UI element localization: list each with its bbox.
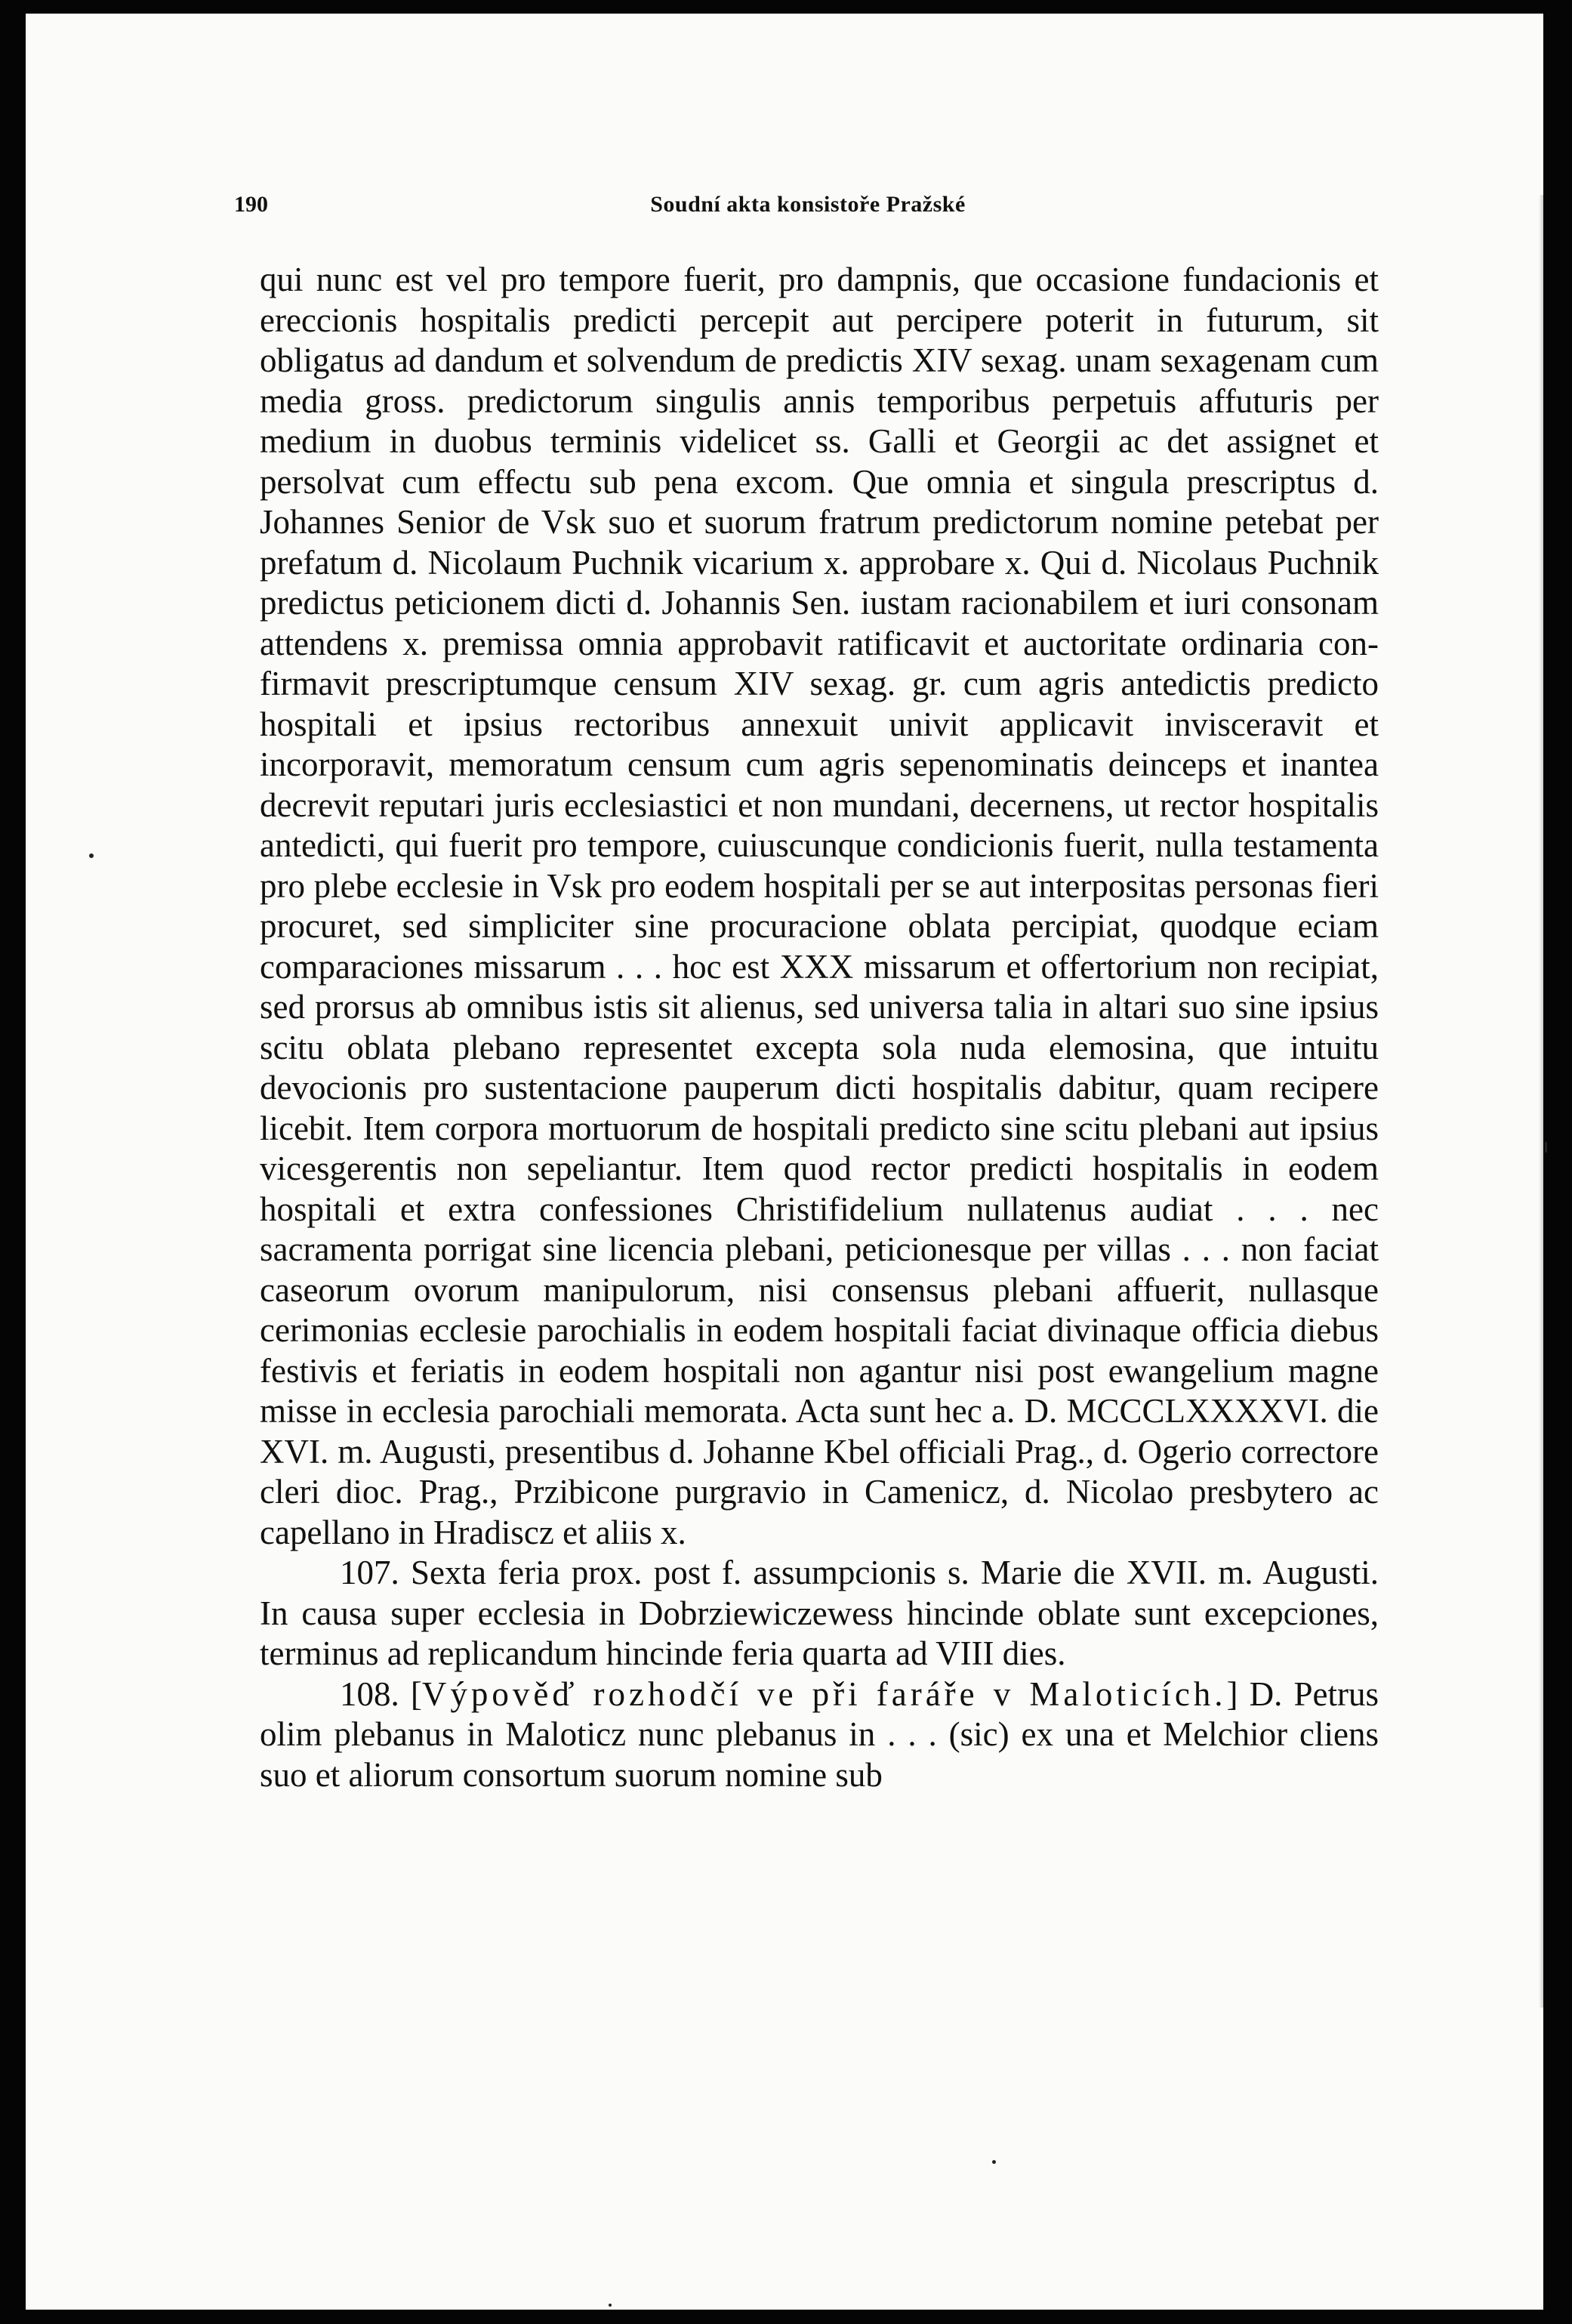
page-number: 190 (234, 192, 268, 217)
entry-text-108: ] D. Petrus olim plebanus in Maloticz nunc plebanus in . . . (sic) ex una et Melchior cliens suo et aliorum consortum suorum nomine sub (260, 1674, 1379, 1794)
entry-heading-108: Výpověď rozhodčí ve při faráře v Maloticích. (421, 1674, 1227, 1713)
body-text (260, 260, 1379, 1795)
scan-speck (609, 2304, 612, 2307)
paragraph-entry-106-end: qui nunc est vel pro tempore fuerit, pro dampnis, que occasione fundacionis et ereccionis hospitalis predicti percepit aut percipere poterit in futurum, sit obligatus ad dandum et solvendum de predictis XIV sexag. unam sexagenam cum media gross. predictorum singulis annis temporibus perpetuis affuturis per medium in duobus terminis videlicet ss. Galli et Georgii ac det assignet et persolvat cum effectu sub pena excom. Que omnia et singula prescriptus d. Johannes Senior de Vsk suo et suorum fratrum predictorum nomine petebat per prefatum d. Nicolaum Puchnik vicarium x. approbare x. Qui d. Nicolaus Puchnik predictus peticionem dicti d. Johannis Sen. iustam racionabilem et iuri consonam attendens x. premissa omnia approbavit ratificavit et auctoritate ordinaria confirmavit prescriptumque censum XIV sexag. gr. cum agris antedictis predicto hospitali et ipsius rectoribus annexuit univit applicavit invisceravit et incorporavit, memoratum censum cum agris sepenominatis deinceps et inantea decrevit reputari juris ecclesiastici et non mundani, decernens, ut rector hospitalis antedicti, qui fuerit pro tempore, cuiuscunque condicionis fuerit, nulla testamenta pro plebe ecclesie in Vsk pro eodem hospitali per se aut interpositas personas fieri procuret, sed simpliciter sine procuracione oblata percipiat, quodque eciam comparaciones missarum . . . hoc est XXX missarum et offertorium non recipiat, sed prorsus ab omnibus istis sit alienus, sed universa talia in altari suo sine ipsius scitu oblata plebano representet excepta sola nuda elemosina, que intuitu devocionis pro sustentacione pauperum dicti hospitalis dabitur, quam recipere licebit. Item corpora mortuorum de hospitali predicto sine scitu plebani aut ipsius vicesgerentis non sepeliantur. Item quod rector predicti hospitalis in eodem hospitali et extra confessiones Christifidelium nullatenus audiat . . . nec sacramenta porrigat sine licencia plebani, peticionesque per villas . . . non faciat caseorum ovorum manipulorum, nisi consensus plebani affuerit, nullasque cerimonias ecclesie parochialis in eodem hospitali faciat divinaque officia diebus festivis et feriatis in eodem hospitali non agantur nisi post ewangelium magne misse in ecclesia parochiali memorata. Acta sunt hec a. D. MCCCLXXXXVI. die XVI. m. Augusti, presentibus d. Johanne Kbel officiali Prag., d. Ogerio correctore cleri dioc. Prag., Przibicone purgravio in Camenicz, d. Nicolao presbytero ac capellano in Hradiscz et aliis x. (260, 261, 1379, 1551)
running-title: Soudní akta konsistoře Pražské (650, 192, 966, 217)
scan-speck (992, 2160, 996, 2164)
entry-number-108: 108. [ (340, 1674, 422, 1713)
page-edge-shadow (1539, 195, 1543, 2008)
paragraph-entry-108 (260, 1674, 1379, 1796)
running-head (234, 192, 1382, 222)
paragraph-entry-107: 107. Sexta feria prox. post f. assumpcionis s. Marie die XVII. m. Augusti. In causa super ecclesia in Dobrziewiczewess hincinde oblate sunt excepciones, terminus ad replicandum hincinde feria quarta ad VIII dies. (260, 1554, 1379, 1672)
scan-speck (1545, 1142, 1547, 1153)
scan-speck (89, 853, 94, 858)
